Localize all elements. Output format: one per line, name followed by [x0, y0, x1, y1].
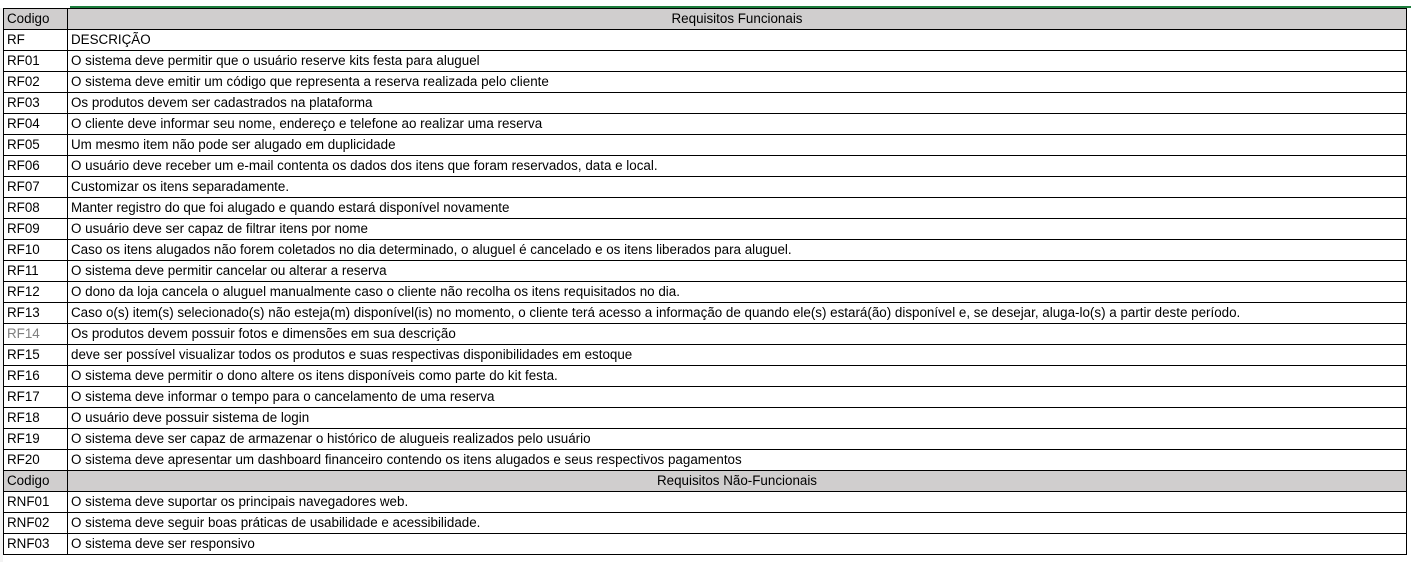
requirements-table [3, 8, 1407, 555]
table-row [4, 114, 1407, 135]
code-cell[interactable]: RF11 [4, 261, 68, 282]
code-cell[interactable]: RF17 [4, 387, 68, 408]
table-row [4, 177, 1407, 198]
code-cell[interactable]: RF18 [4, 408, 68, 429]
table-row [4, 387, 1407, 408]
code-cell[interactable]: RF13 [4, 303, 68, 324]
table-row [4, 93, 1407, 114]
code-cell[interactable]: RF [4, 30, 68, 51]
code-cell[interactable]: RNF01 [4, 492, 68, 513]
code-cell[interactable]: RF05 [4, 135, 68, 156]
table-row [4, 198, 1407, 219]
description-cell[interactable]: O sistema deve seguir boas práticas de usabilidade e acessibilidade. [68, 513, 1407, 534]
code-cell[interactable]: RF02 [4, 72, 68, 93]
non_functional-header-row [4, 471, 1407, 492]
table-row [4, 408, 1407, 429]
description-cell[interactable]: O sistema deve apresentar um dashboard financeiro contendo os itens alugados e seus respectivos pagamentos [68, 450, 1407, 471]
description-cell[interactable]: O dono da loja cancela o aluguel manualmente caso o cliente não recolha os itens requisitados no dia. [68, 282, 1407, 303]
section-title-cell[interactable]: Requisitos Funcionais [68, 9, 1407, 30]
description-cell[interactable]: O usuário deve receber um e-mail contenta os dados dos itens que foram reservados, data e local. [68, 156, 1407, 177]
code-cell[interactable]: RF20 [4, 450, 68, 471]
description-cell[interactable]: O sistema deve permitir cancelar ou alterar a reserva [68, 261, 1407, 282]
table-row [4, 450, 1407, 471]
description-cell[interactable]: Os produtos devem possuir fotos e dimensões em sua descrição [68, 324, 1407, 345]
description-cell[interactable]: DESCRIÇÃO [68, 30, 1407, 51]
description-cell[interactable]: O cliente deve informar seu nome, endereço e telefone ao realizar uma reserva [68, 114, 1407, 135]
description-cell[interactable]: O sistema deve ser capaz de armazenar o histórico de alugueis realizados pelo usuário [68, 429, 1407, 450]
description-cell[interactable]: Um mesmo item não pode ser alugado em duplicidade [68, 135, 1407, 156]
code-cell[interactable]: RNF02 [4, 513, 68, 534]
table-row [4, 429, 1407, 450]
description-cell[interactable]: O sistema deve informar o tempo para o cancelamento de uma reserva [68, 387, 1407, 408]
code-cell[interactable]: RF01 [4, 51, 68, 72]
table-row [4, 30, 1407, 51]
functional-header-row [4, 9, 1407, 30]
code-cell[interactable]: RF14 [4, 324, 68, 345]
table-row [4, 51, 1407, 72]
description-cell[interactable]: Manter registro do que foi alugado e quando estará disponível novamente [68, 198, 1407, 219]
table-row [4, 282, 1407, 303]
description-cell[interactable]: Caso o(s) item(s) selecionado(s) não esteja(m) disponível(is) no momento, o cliente terá acesso a informação de quando ele(s) estará(ão) disponível e, se desejar, aluga-lo(s) a partir deste período. [68, 303, 1407, 324]
code-cell[interactable]: RF06 [4, 156, 68, 177]
code-cell[interactable]: RF09 [4, 219, 68, 240]
code-cell[interactable]: RF03 [4, 93, 68, 114]
spreadsheet [3, 8, 1406, 555]
description-cell[interactable]: O sistema deve suportar os principais navegadores web. [68, 492, 1407, 513]
section-title-cell[interactable]: Requisitos Não-Funcionais [68, 471, 1407, 492]
table-row [4, 324, 1407, 345]
table-row [4, 534, 1407, 555]
description-cell[interactable]: O usuário deve possuir sistema de login [68, 408, 1407, 429]
table-row [4, 492, 1407, 513]
code-cell[interactable]: RF10 [4, 240, 68, 261]
table-row [4, 156, 1407, 177]
code-cell[interactable]: RF12 [4, 282, 68, 303]
code-cell[interactable]: RNF03 [4, 534, 68, 555]
table-row [4, 219, 1407, 240]
code-cell[interactable]: RF08 [4, 198, 68, 219]
table-row [4, 366, 1407, 387]
description-cell[interactable]: O sistema deve ser responsivo [68, 534, 1407, 555]
code-header-cell[interactable]: Codigo [4, 471, 68, 492]
table-row [4, 261, 1407, 282]
code-cell[interactable]: RF04 [4, 114, 68, 135]
description-cell[interactable]: O sistema deve emitir um código que representa a reserva realizada pelo cliente [68, 72, 1407, 93]
table-row [4, 240, 1407, 261]
code-cell[interactable]: RF07 [4, 177, 68, 198]
code-cell[interactable]: RF19 [4, 429, 68, 450]
table-row [4, 513, 1407, 534]
table-row [4, 345, 1407, 366]
code-header-cell[interactable]: Codigo [4, 9, 68, 30]
table-row [4, 303, 1407, 324]
description-cell[interactable]: O sistema deve permitir o dono altere os itens disponíveis como parte do kit festa. [68, 366, 1407, 387]
description-cell[interactable]: O usuário deve ser capaz de filtrar itens por nome [68, 219, 1407, 240]
description-cell[interactable]: O sistema deve permitir que o usuário reserve kits festa para aluguel [68, 51, 1407, 72]
description-cell[interactable]: Caso os itens alugados não forem coletados no dia determinado, o aluguel é cancelado e os itens liberados para aluguel. [68, 240, 1407, 261]
top-strip [0, 0, 1411, 8]
description-cell[interactable]: Customizar os itens separadamente. [68, 177, 1407, 198]
table-row [4, 135, 1407, 156]
table-row [4, 72, 1407, 93]
description-cell[interactable]: deve ser possível visualizar todos os produtos e suas respectivas disponibilidades em estoque [68, 345, 1407, 366]
code-cell[interactable]: RF15 [4, 345, 68, 366]
description-cell[interactable]: Os produtos devem ser cadastrados na plataforma [68, 93, 1407, 114]
code-cell[interactable]: RF16 [4, 366, 68, 387]
